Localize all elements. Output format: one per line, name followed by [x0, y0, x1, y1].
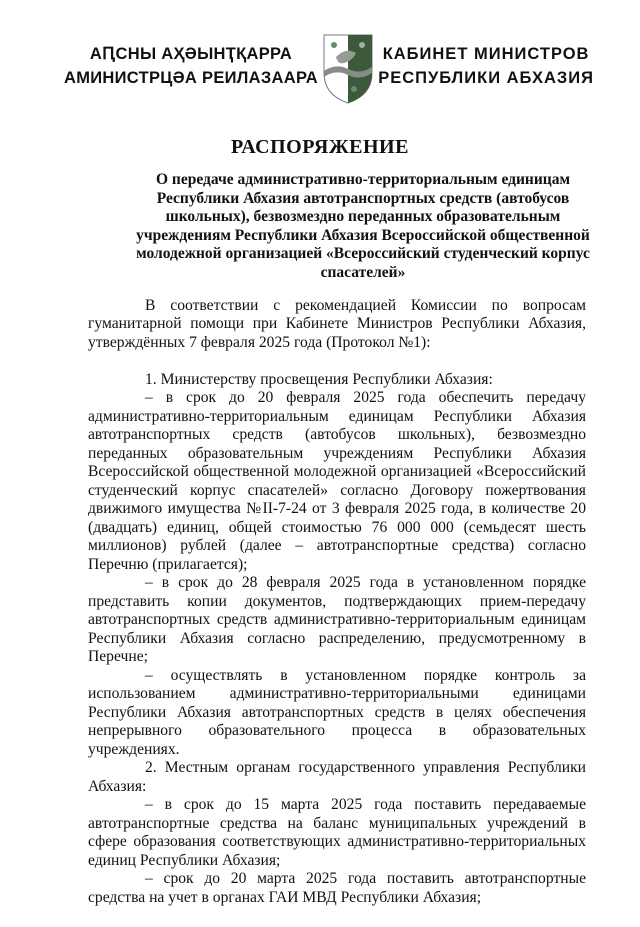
document-subject: О передаче административно-территориальным единицам Республики Абхазия автотранспортных средств (автобусов школьных), безвозмездно переданных образовательным учреждениям Республики Абхазия Всероссийской общественной молодежной организацией «Всероссийский студенческий корпус спасателей»	[136, 171, 590, 281]
header-left-line1: АԤСНЫ АҲӘЫНҬҚАРРА	[89, 45, 293, 63]
paragraph-item-1-a: – в срок до 20 февраля 2025 года обеспечить передачу административно-территориальным единицам Республики Абхазия автотранспортных средств (автобусов школьных), безвозмездно переданных образовательным учреждениям Республики Абхазия Всероссийской общественной молодежной организацией «Всероссийский студенческий корпус спасателей» согласно Договору пожертвования движимого имущества №II-7-24 от 3 февраля 2025 года, в количестве 20 (двадцать) единиц, общей стоимостью 76 000 000 (семьдесят шесть миллионов) рублей (далее – автотранспортные средства) согласно Перечню (прилагается);	[88, 389, 586, 573]
header-right	[378, 33, 594, 90]
paragraph-item-2-a: – в срок до 15 марта 2025 года поставить передаваемые автотранспортные средства на баланс муниципальных учреждений в сфере образования соответствующих административно-территориальных единиц Республики Абхазия;	[88, 796, 586, 869]
paragraph-item-1: 1. Министерству просвещения Республики Абхазия:	[145, 370, 493, 388]
paragraph-item-1-b: – в срок до 28 февраля 2025 года в установленном порядке представить копии документов, подтверждающих прием-передачу автотранспортных средств административно-территориальным единицам Республики Абхазия согласно распределению, предусмотренному в Перечне;	[88, 574, 586, 666]
document-title: РАСПОРЯЖЕНИЕ	[231, 136, 409, 158]
header-right-line2: РЕСПУБЛИКИ АБХАЗИЯ	[378, 69, 594, 87]
header-left	[64, 33, 318, 90]
paragraph-item-2: 2. Местным органам государственного управления Республики Абхазия:	[88, 759, 586, 795]
coat-of-arms-emblem	[322, 33, 374, 105]
paragraph-item-1-c: – осуществлять в установленном порядке контроль за использованием административно-территориальными единицами Республики Абхазия автотранспортных средств в целях обеспечения непрерывного образовательного процесса в образовательных учреждениях.	[88, 666, 586, 758]
header-right-line1: КАБИНЕТ МИНИСТРОВ	[382, 45, 590, 63]
document-body	[88, 297, 586, 908]
paragraph-preamble: В соответствии с рекомендацией Комиссии по вопросам гуманитарной помощи при Кабинете Министров Республики Абхазия, утверждённых 7 февраля 2025 года (Протокол №1):	[88, 296, 586, 351]
letterhead	[64, 33, 594, 105]
paragraph-item-2-b: – срок до 20 марта 2025 года поставить автотранспортные средства на учет в органах ГАИ МВД Республики Абхазия;	[88, 870, 586, 906]
header-left-line2: АМИНИСТРЦӘА РЕИЛАЗААРА	[64, 69, 319, 87]
